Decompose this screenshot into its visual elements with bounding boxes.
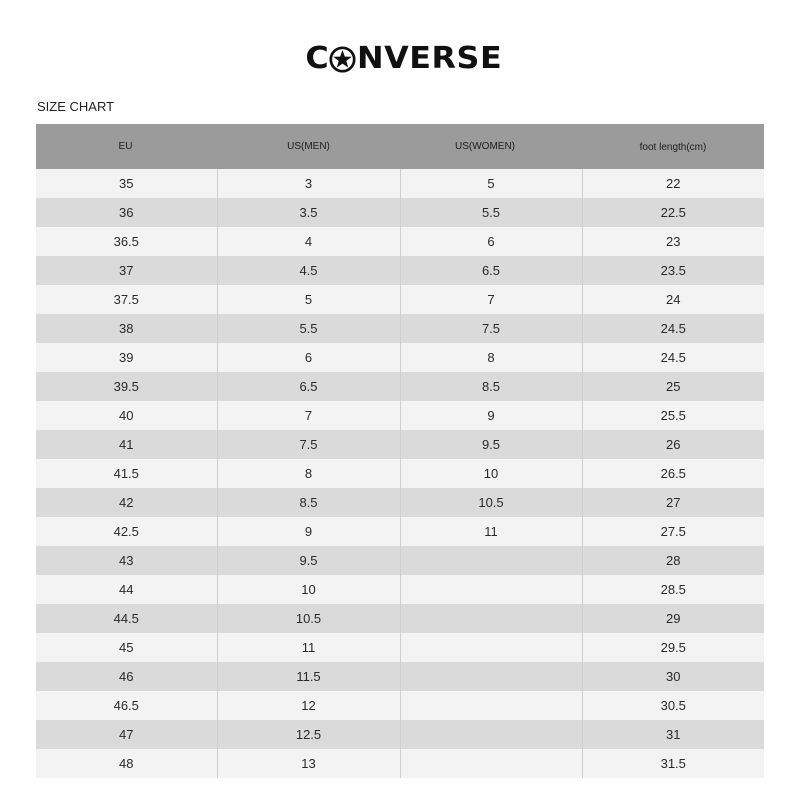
cell-us-women: 6 [400,227,582,256]
cell-eu: 47 [36,720,217,749]
cell-us-women: 11 [400,517,582,546]
cell-us-women: 10 [400,459,582,488]
logo-letters-rest: NVERSE [357,41,503,76]
column-header-us-men: US(MEN) [217,124,400,169]
cell-foot-length: 23 [582,227,764,256]
cell-foot-length: 29.5 [582,633,764,662]
cell-us-women: 8 [400,343,582,372]
logo-letter-c: C [305,41,329,76]
cell-us-women: 10.5 [400,488,582,517]
cell-foot-length: 31.5 [582,749,764,778]
cell-eu: 35 [36,169,217,198]
table-row [36,198,764,227]
cell-us-men: 6 [217,343,400,372]
table-row [36,227,764,256]
cell-us-men: 6.5 [217,372,400,401]
cell-foot-length: 24.5 [582,343,764,372]
cell-eu: 41 [36,430,217,459]
table-row [36,604,764,633]
cell-eu: 38 [36,314,217,343]
cell-eu: 42 [36,488,217,517]
cell-us-women: 8.5 [400,372,582,401]
cell-foot-length: 30.5 [582,691,764,720]
cell-eu: 43 [36,546,217,575]
cell-us-men: 4 [217,227,400,256]
column-header-us-women: US(WOMEN) [400,124,582,169]
star-icon [329,46,356,73]
cell-us-men: 11 [217,633,400,662]
cell-foot-length: 24.5 [582,314,764,343]
table-row [36,401,764,430]
cell-us-men: 10 [217,575,400,604]
cell-eu: 37 [36,256,217,285]
cell-us-men: 8 [217,459,400,488]
cell-foot-length: 22 [582,169,764,198]
table-row [36,633,764,662]
cell-eu: 46 [36,662,217,691]
cell-us-women: 5.5 [400,198,582,227]
cell-eu: 39.5 [36,372,217,401]
table-row [36,662,764,691]
table-row [36,749,764,778]
cell-us-women: 7 [400,285,582,314]
cell-foot-length: 31 [582,720,764,749]
cell-us-women [400,662,582,691]
cell-foot-length: 27.5 [582,517,764,546]
cell-us-women [400,691,582,720]
cell-foot-length: 28 [582,546,764,575]
cell-us-women: 5 [400,169,582,198]
cell-us-women [400,720,582,749]
cell-us-women [400,575,582,604]
column-header-foot-length: foot length(cm) [582,124,764,169]
cell-eu: 36 [36,198,217,227]
cell-us-women: 9.5 [400,430,582,459]
cell-foot-length: 30 [582,662,764,691]
cell-us-men: 9 [217,517,400,546]
cell-eu: 37.5 [36,285,217,314]
size-chart-title: SIZE CHART [37,99,115,114]
cell-foot-length: 26 [582,430,764,459]
cell-us-men: 9.5 [217,546,400,575]
cell-us-men: 4.5 [217,256,400,285]
cell-eu: 44.5 [36,604,217,633]
cell-us-men: 3.5 [217,198,400,227]
cell-us-women: 9 [400,401,582,430]
cell-us-women [400,546,582,575]
cell-us-women [400,604,582,633]
cell-us-men: 5.5 [217,314,400,343]
table-row [36,691,764,720]
table-row [36,314,764,343]
table-row [36,343,764,372]
cell-us-women [400,633,582,662]
table-row [36,430,764,459]
cell-us-men: 12.5 [217,720,400,749]
cell-foot-length: 25.5 [582,401,764,430]
table-row [36,372,764,401]
cell-us-men: 3 [217,169,400,198]
cell-eu: 40 [36,401,217,430]
cell-foot-length: 22.5 [582,198,764,227]
cell-foot-length: 28.5 [582,575,764,604]
cell-us-men: 5 [217,285,400,314]
cell-eu: 48 [36,749,217,778]
cell-eu: 36.5 [36,227,217,256]
table-body [36,169,764,778]
cell-us-women: 7.5 [400,314,582,343]
cell-foot-length: 27 [582,488,764,517]
table-row [36,169,764,198]
brand-header [0,41,800,77]
cell-eu: 45 [36,633,217,662]
cell-us-men: 11.5 [217,662,400,691]
cell-foot-length: 29 [582,604,764,633]
cell-foot-length: 24 [582,285,764,314]
table-row [36,546,764,575]
table-row [36,256,764,285]
cell-us-men: 7 [217,401,400,430]
cell-foot-length: 25 [582,372,764,401]
table-row [36,488,764,517]
cell-eu: 41.5 [36,459,217,488]
cell-us-women: 6.5 [400,256,582,285]
table-row [36,459,764,488]
table-row [36,517,764,546]
cell-us-women [400,749,582,778]
cell-us-men: 8.5 [217,488,400,517]
size-chart-table [36,124,764,778]
cell-us-men: 13 [217,749,400,778]
cell-eu: 39 [36,343,217,372]
cell-eu: 46.5 [36,691,217,720]
table-row [36,285,764,314]
table-row [36,720,764,749]
table-row [36,575,764,604]
cell-us-men: 12 [217,691,400,720]
cell-foot-length: 26.5 [582,459,764,488]
cell-eu: 44 [36,575,217,604]
column-header-eu: EU [36,124,217,169]
converse-logo [305,41,503,77]
cell-us-men: 7.5 [217,430,400,459]
cell-us-men: 10.5 [217,604,400,633]
cell-foot-length: 23.5 [582,256,764,285]
cell-eu: 42.5 [36,517,217,546]
table-header-row [36,124,764,169]
